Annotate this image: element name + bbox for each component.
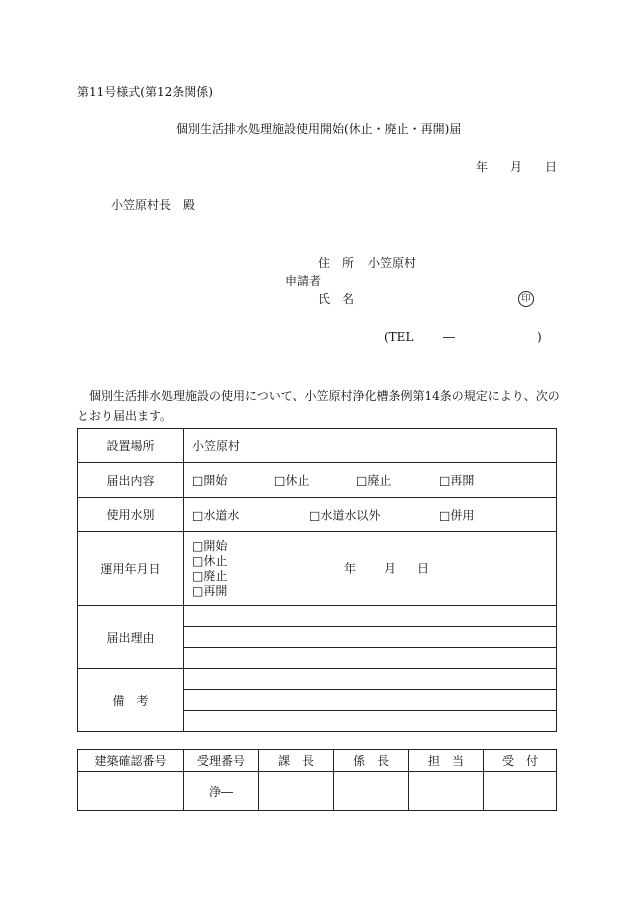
name-label: 氏 名 [318,292,355,306]
remarks-line-1[interactable] [184,669,557,690]
operation-date-label: 運用年月日 [78,532,184,606]
office-header-section-chief: 課 長 [259,750,334,772]
applicant-label: 申請者 [285,274,322,288]
office-header-staff: 担 当 [409,750,484,772]
reason-line-3[interactable] [184,648,557,669]
form-number: 第11号様式(第12条関係) [77,85,213,99]
operation-day-label: 日 [417,561,430,575]
office-header-receipt: 受 付 [484,750,557,772]
receipt-cell[interactable] [484,772,557,811]
reception-number-cell[interactable]: 浄― [184,772,259,811]
form-title: 個別生活排水処理施設使用開始(休止・廃止・再開)届 [176,122,462,136]
operation-option-resume[interactable]: □再開 [192,583,228,598]
option-tap-water[interactable]: □水道水 [192,508,240,522]
option-non-tap-water[interactable]: □水道水以外 [309,508,381,522]
location-label: 設置場所 [78,429,184,463]
subsection-chief-cell[interactable] [334,772,409,811]
reason-line-1[interactable] [184,606,557,627]
date-month-label: 月 [510,160,523,174]
staff-cell[interactable] [409,772,484,811]
water-label: 使用水別 [78,498,184,532]
body-text: 個別生活排水処理施設の使用について、小笠原村浄化槽条例第14条の規定により、次のとおり届出ます。 [77,389,560,423]
operation-option-start[interactable]: □開始 [192,538,228,553]
office-header-reception-number: 受理番号 [184,750,259,772]
operation-options [184,532,557,606]
option-resume[interactable]: □再開 [439,473,475,488]
option-start[interactable]: □開始 [192,473,228,488]
option-abolish[interactable]: □廃止 [356,473,392,488]
date-day-label: 日 [545,160,558,174]
addressee: 小笠原村長 殿 [111,198,196,212]
office-header-building-confirmation: 建築確認番号 [78,750,184,772]
notification-options [184,463,557,498]
operation-option-abolish[interactable]: □廃止 [192,568,228,583]
section-chief-cell[interactable] [259,772,334,811]
reason-line-2[interactable] [184,627,557,648]
reason-label: 届出理由 [78,606,184,669]
option-combined[interactable]: □併用 [439,508,475,522]
tel-close: ) [537,330,542,344]
operation-option-suspend[interactable]: □休止 [192,553,228,568]
option-suspend[interactable]: □休止 [274,473,310,488]
remarks-line-3[interactable] [184,711,557,732]
address-label: 住 所 [318,256,355,270]
operation-year-label: 年 [344,561,357,575]
address-value[interactable]: 小笠原村 [368,256,417,270]
office-use-table [77,749,557,811]
tel-dash: ― [443,330,455,344]
operation-month-label: 月 [384,561,397,575]
remarks-line-2[interactable] [184,690,557,711]
location-value[interactable]: 小笠原村 [184,429,557,463]
tel-open: (TEL [384,330,414,344]
notification-table [77,428,557,732]
notification-label: 届出内容 [78,463,184,498]
water-options [184,498,557,532]
date-year-label: 年 [476,160,489,174]
remarks-label: 備 考 [78,669,184,732]
office-header-subsection-chief: 係 長 [334,750,409,772]
building-confirmation-cell[interactable] [78,772,184,811]
seal-mark: 印 [518,291,534,307]
